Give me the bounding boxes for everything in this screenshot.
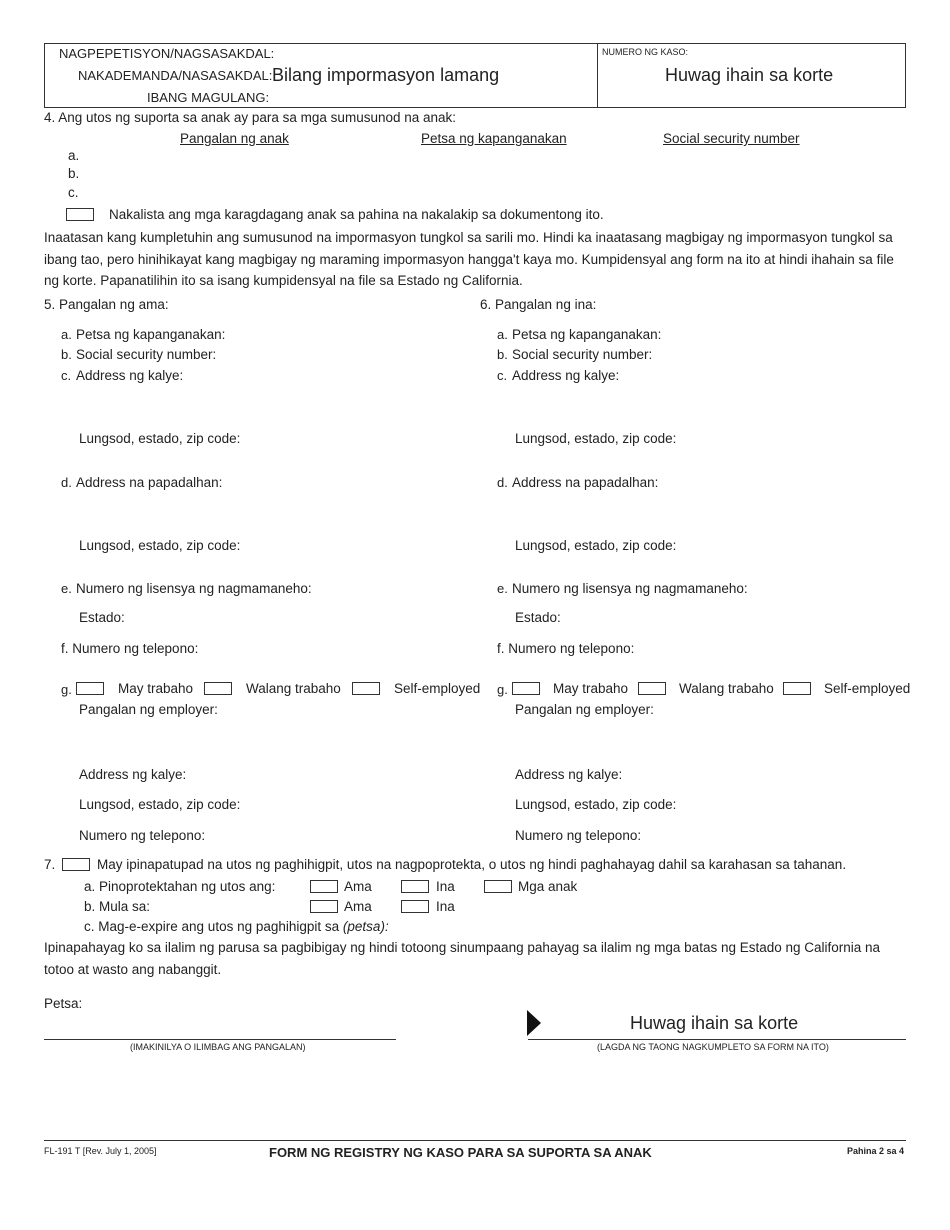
father-dob-label: Petsa ng kapanganakan: [76, 327, 226, 342]
restraining-order-checkbox[interactable] [62, 858, 90, 871]
mother-e-letter: e. [497, 581, 508, 596]
father-self-employed-checkbox[interactable] [352, 682, 380, 695]
declaration-paragraph: Ipinapahayag ko sa ilalim ng parusa sa pagbibigay ng hindi totoong sinumpaang pahayag sa ilalim ng mga batas ng Estado ng California na totoo at wasto ang nabanggit. [44, 940, 881, 977]
date-label: Petsa: [44, 996, 83, 1011]
mother-phone-label: f. Numero ng telepono: [497, 641, 635, 656]
respondent-label: NAKADEMANDA/NASASAKDAL: [78, 68, 273, 83]
petitioner-label: NAGPEPETISYON/NAGSASAKDAL: [59, 46, 275, 61]
col-child-ssn: Social security number [663, 131, 800, 146]
father-g-letter: g. [61, 682, 72, 697]
mother-c-letter: c. [497, 368, 508, 383]
form-id: FL-191 T [Rev. July 1, 2005] [44, 1146, 157, 1156]
father-d-letter: d. [61, 475, 72, 490]
mother-employed-checkbox[interactable] [512, 682, 540, 695]
mother-license-state-label: Estado: [515, 610, 561, 625]
item7c-text: c. Mag-e-expire ang utos ng paghihigpit sa [84, 919, 340, 934]
col-child-name: Pangalan ng anak [180, 131, 289, 146]
mother-self-employed-checkbox[interactable] [783, 682, 811, 695]
from-mother-label: Ina [436, 899, 455, 914]
item7b-label: b. Mula sa: [84, 899, 151, 914]
footer-rule [44, 1140, 906, 1141]
mother-employer-name-label: Pangalan ng employer: [515, 702, 654, 717]
mother-unemployed-checkbox[interactable] [638, 682, 666, 695]
item7-number: 7. [44, 857, 56, 872]
mother-mailing-label: Address na papadalhan: [512, 475, 659, 490]
father-employed-checkbox[interactable] [76, 682, 104, 695]
father-unemployed-label: Walang trabaho [246, 681, 341, 696]
mother-self-employed-label: Self-employed [824, 681, 911, 696]
protected-children-checkbox[interactable] [484, 880, 512, 893]
signature-line [528, 1039, 906, 1040]
caption-divider [597, 43, 598, 108]
item7-text: May ipinapatupad na utos ng paghihigpit, utos na nagpoprotekta, o utos ng hindi paghahayag dahil sa karahasan sa tahanan. [97, 857, 847, 872]
father-b-letter: b. [61, 347, 72, 362]
additional-children-checkbox[interactable] [66, 208, 94, 221]
mother-b-letter: b. [497, 347, 508, 362]
mother-employed-label: May trabaho [553, 681, 629, 696]
father-c-letter: c. [61, 368, 72, 383]
name-caption: (IMAKINILYA O ILIMBAG ANG PANGALAN) [130, 1042, 306, 1052]
col-child-dob: Petsa ng kapanganakan [421, 131, 567, 146]
child-row-c: c. [68, 185, 79, 200]
mother-d-letter: d. [497, 475, 508, 490]
father-employer-phone-label: Numero ng telepono: [79, 828, 206, 843]
from-mother-checkbox[interactable] [401, 900, 429, 913]
mother-dob-label: Petsa ng kapanganakan: [512, 327, 662, 342]
from-father-checkbox[interactable] [310, 900, 338, 913]
protected-father-checkbox[interactable] [310, 880, 338, 893]
form-title: FORM NG REGISTRY NG KASO PARA SA SUPORTA SA ANAK [269, 1145, 652, 1160]
father-employed-label: May trabaho [118, 681, 194, 696]
father-phone-label: f. Numero ng telepono: [61, 641, 199, 656]
father-ssn-label: Social security number: [76, 347, 217, 362]
father-mailing-city-label: Lungsod, estado, zip code: [79, 538, 241, 553]
item7c-label [84, 919, 389, 934]
protected-father-label: Ama [344, 879, 372, 894]
item7a-label: a. Pinoprotektahan ng utos ang: [84, 879, 276, 894]
from-father-label: Ama [344, 899, 372, 914]
father-employer-name-label: Pangalan ng employer: [79, 702, 218, 717]
signature-arrow-icon [527, 1010, 541, 1036]
mother-employer-phone-label: Numero ng telepono: [515, 828, 642, 843]
father-a-letter: a. [61, 327, 72, 342]
case-number-value: Huwag ihain sa korte [665, 65, 834, 85]
mother-employer-city-label: Lungsod, estado, zip code: [515, 797, 677, 812]
protected-mother-label: Ina [436, 879, 455, 894]
mother-g-letter: g. [497, 682, 508, 697]
father-license-state-label: Estado: [79, 610, 125, 625]
mother-a-letter: a. [497, 327, 508, 342]
father-mailing-label: Address na papadalhan: [76, 475, 223, 490]
item7c-date-hint: (petsa): [342, 919, 389, 934]
father-city-label: Lungsod, estado, zip code: [79, 431, 241, 446]
mother-employer-street-label: Address ng kalye: [515, 767, 623, 782]
mother-mailing-city-label: Lungsod, estado, zip code: [515, 538, 677, 553]
mother-street-label: Address ng kalye: [512, 368, 620, 383]
signature-caption: (LAGDA NG TAONG NAGKUMPLETO SA FORM NA ITO) [597, 1042, 829, 1052]
mother-ssn-label: Social security number: [512, 347, 653, 362]
protected-children-label: Mga anak [518, 879, 578, 894]
instructions-paragraph: Inaatasan kang kumpletuhin ang sumusunod na impormasyon tungkol sa sarili mo. Hindi ka inaatasang magbigay ng impormasyon tungkol sa ibang tao, pero hinihikayat kang magbigay ng maraming impormasyon hangga't kaya mo. Kumpidensyal ang form na ito at hindi ihahain sa file ng korte. Papanatilihin ito sa isang kumpidensyal na file sa Estado ng California. [44, 230, 894, 288]
child-row-b: b. [68, 166, 80, 181]
other-parent-label: IBANG MAGULANG: [147, 90, 270, 105]
father-unemployed-checkbox[interactable] [204, 682, 232, 695]
father-license-label: Numero ng lisensya ng nagmamaneho: [76, 581, 312, 596]
name-line [44, 1039, 396, 1040]
additional-children-text: Nakalista ang mga karagdagang anak sa pahina na nakalakip sa dokumentong ito. [109, 207, 604, 222]
father-self-employed-label: Self-employed [394, 681, 481, 696]
father-e-letter: e. [61, 581, 72, 596]
case-number-label: NUMERO NG KASO: [602, 47, 689, 57]
father-employer-street-label: Address ng kalye: [79, 767, 187, 782]
protected-mother-checkbox[interactable] [401, 880, 429, 893]
page-number: Pahina 2 sa 4 [847, 1146, 905, 1156]
item4-text: 4. Ang utos ng suporta sa anak ay para sa mga sumusunod na anak: [44, 110, 457, 125]
child-row-a: a. [68, 148, 80, 163]
father-employer-city-label: Lungsod, estado, zip code: [79, 797, 241, 812]
signature-value: Huwag ihain sa korte [630, 1013, 799, 1033]
mother-title: 6. Pangalan ng ina: [480, 297, 597, 312]
father-title: 5. Pangalan ng ama: [44, 297, 169, 312]
mother-license-label: Numero ng lisensya ng nagmamaneho: [512, 581, 748, 596]
mother-unemployed-label: Walang trabaho [679, 681, 774, 696]
father-street-label: Address ng kalye: [76, 368, 184, 383]
mother-city-label: Lungsod, estado, zip code: [515, 431, 677, 446]
respondent-value: Bilang impormasyon lamang [272, 65, 500, 85]
